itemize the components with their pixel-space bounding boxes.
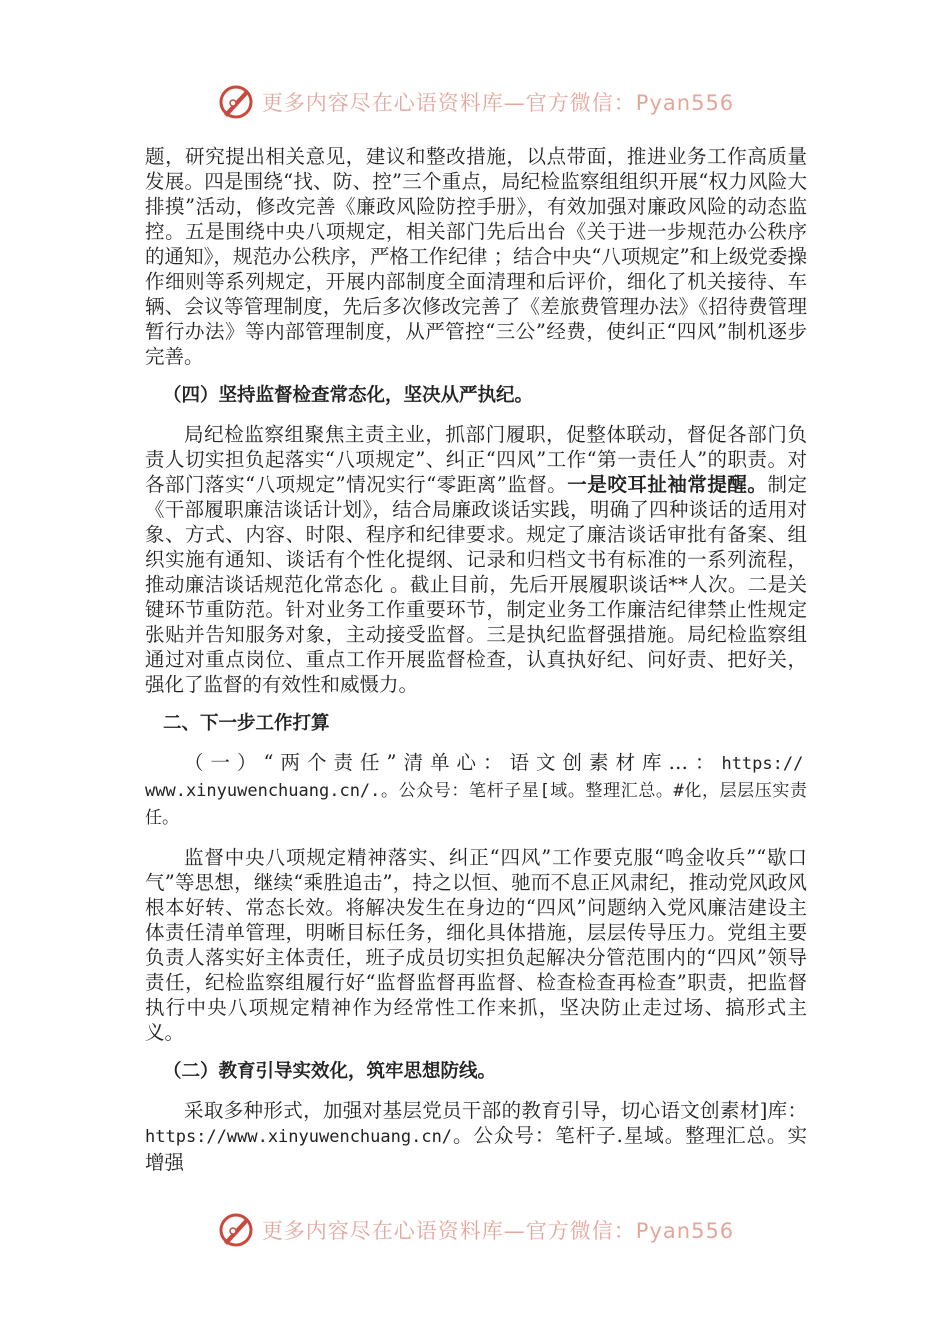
- banner-text: 更多内容尽在心语资料库—官方微信：Pyan556: [261, 91, 735, 115]
- section-heading-next-steps: 二、下一步工作打算: [163, 713, 330, 734]
- pen-circle-logo-icon: [216, 82, 256, 122]
- paragraph-two-responsibilities: [145, 750, 807, 831]
- paragraph-text: 。公众号：笔杆子.星域。整理汇总。实增强: [145, 1124, 807, 1174]
- document-body: [145, 144, 807, 1175]
- banner-text: 更多内容尽在心语资料库—官方微信：Pyan556: [261, 1219, 735, 1243]
- bold-phrase: 一是咬耳扯袖常提醒。: [567, 473, 768, 496]
- section-heading-education: （二）教育引导实效化，筑牢思想防线。: [163, 1061, 497, 1082]
- paragraph-continued: 题，研究提出相关意见，建议和整改措施，以点带面，推进业务工作高质量发展。四是围绕“找、防、控”三个重点，局纪检监察组组织开展“权力风险大排摸”活动，修改完善《廉政风险防控手册》，有效加强对廉政风险的动态监控。五是围绕中央八项规定，相关部门先后出台《关于进一步规范办公秩序的通知》，规范办公秩序，严格工作纪律 ；结合中央“八项规定”和上级党委操作细则等系列规定，开展内部制度全面清理和后评价，细化了机关接待、车辆、会议等管理制度，先后多次修改完善了《差旅费管理办法》《招待费管理暂行办法》等内部管理制度，从严管控“三公”经费，使纠正“四风”制机逐步完善。: [145, 145, 807, 368]
- subheading-text: （一）“两个责任”清单心：语文创素材库…：: [184, 751, 722, 774]
- section-heading-si: （四）坚持监督检查常态化，坚决从严执纪。: [163, 385, 534, 406]
- top-banner: [0, 80, 950, 124]
- url-continued: www.xinyuwenchuang.cn/.。公众号：笔杆子星[域。整理汇总。#化，层层压实责任。: [145, 781, 807, 828]
- pen-circle-logo-icon: [216, 1210, 256, 1250]
- paragraph-supervision: [145, 422, 807, 697]
- paragraph-oversight: 监督中央八项规定精神落实、纠正“四风”工作要克服“鸣金收兵”“歇口气”等思想，继续“乘胜追击”，持之以恒、驰而不息正风肃纪，推动党风政风根本好转、常态长效。将解决发生在身边的“四风”问题纳入党风廉洁建设主体责任清单管理，明晰目标任务，细化具体措施，层层传导压力。党组主要负责人落实好主体责任，班子成员切实担负起解决分管范围内的“四风”领导责任，纪检监察组履行好“监督监督再监督、检查检查再检查”职责，把监督执行中央八项规定精神作为经常性工作来抓，坚决防止走过场、搞形式主义。: [145, 846, 807, 1044]
- url-text: https://www.xinyuwenchuang.cn/: [145, 1127, 453, 1147]
- paragraph-text: 采取多种形式，加强对基层党员干部的教育引导，切心语文创素材]库：: [184, 1099, 807, 1122]
- paragraph-education: [145, 1098, 807, 1175]
- paragraph-text: 局纪检监察组聚焦主责主业，抓部门履职，促整体联动，督促各部门负责人切实担负起落实“八项规定”、纠正“四风”工作“第一责任人”的职责。对各部门落实“八项规定”情况实行“零距离”监督。: [145, 423, 807, 496]
- bottom-banner: [0, 1208, 950, 1252]
- paragraph-text: 制定《干部履职廉洁谈话计划》，结合局廉政谈话实践，明确了四种谈话的适用对象、方式、内容、时限、程序和纪律要求。规定了廉洁谈话审批有备案、组织实施有通知、谈话有个性化提纲、记录和归档文书有标准的一系列流程，推动廉洁谈话规范化常态化 。截止目前，先后开展履职谈话**人次。二是关键环节重防范。针对业务工作重要环节，制定业务工作廉洁纪律禁止性规定张贴并告知服务对象，主动接受监督。三是执纪监督强措施。局纪检监察组通过对重点岗位、重点工作开展监督检查，认真执好纪、问好责、把好关，强化了监督的有效性和威慑力。: [145, 473, 807, 696]
- url-text: https://: [721, 754, 804, 774]
